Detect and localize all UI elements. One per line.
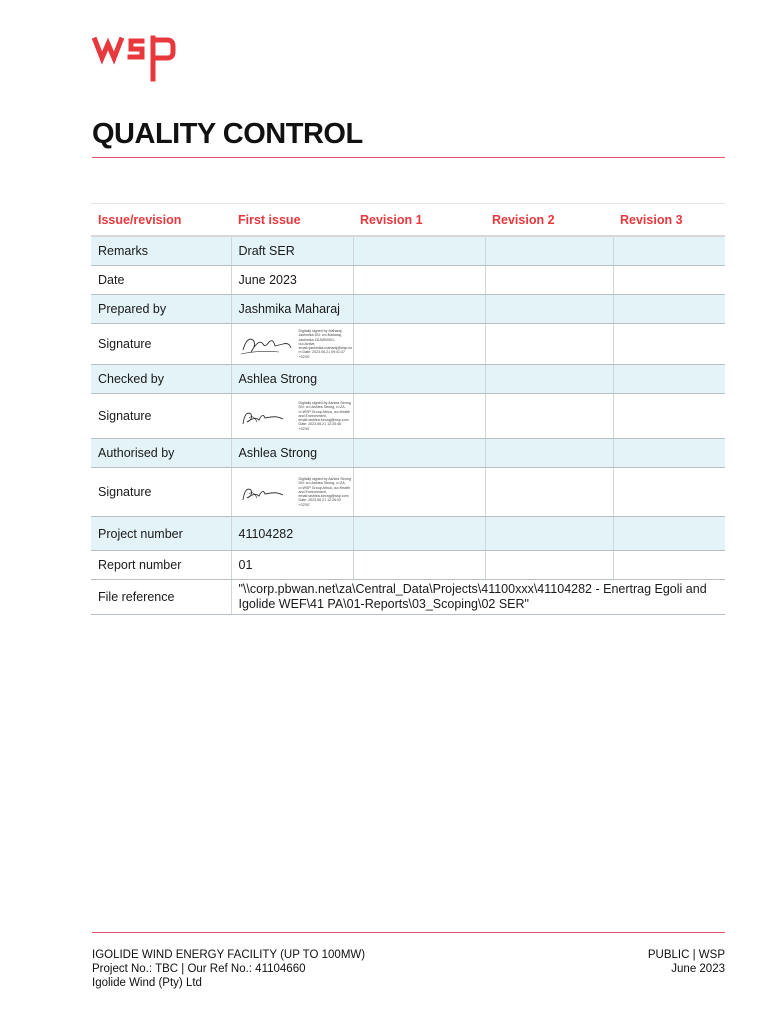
row-label: Signature <box>91 468 231 517</box>
revision-1-cell <box>353 439 485 468</box>
table-row-signature-prepared <box>91 324 725 365</box>
table-row-signature-checked <box>91 394 725 439</box>
header-first-issue: First issue <box>231 204 353 237</box>
table-row-remarks <box>91 236 725 266</box>
footer-date: June 2023 <box>671 963 725 975</box>
row-label: Prepared by <box>91 295 231 324</box>
revision-2-cell <box>485 324 613 365</box>
revision-3-cell <box>613 517 725 551</box>
revision-1-cell <box>353 517 485 551</box>
first-issue-cell: Draft SER <box>231 236 353 266</box>
revision-1-cell <box>353 468 485 517</box>
page-title: QUALITY CONTROL <box>92 118 363 150</box>
table-row-file-reference <box>91 580 725 615</box>
first-issue-cell: 01 <box>231 551 353 580</box>
row-label: Remarks <box>91 236 231 266</box>
revision-2-cell <box>485 468 613 517</box>
revision-2-cell <box>485 365 613 394</box>
header-revision-3: Revision 3 <box>613 204 725 237</box>
table-row-project-number <box>91 517 725 551</box>
revision-2-cell <box>485 394 613 439</box>
revision-1-cell <box>353 551 485 580</box>
header-revision-1: Revision 1 <box>353 204 485 237</box>
revision-2-cell <box>485 236 613 266</box>
footer-client: Igolide Wind (Pty) Ltd <box>92 977 202 989</box>
first-issue-cell: Jashmika Maharaj <box>231 295 353 324</box>
table-row-prepared-by <box>91 295 725 324</box>
revision-3-cell <box>613 439 725 468</box>
title-divider <box>92 157 725 158</box>
footer-project-title: IGOLIDE WIND ENERGY FACILITY (UP TO 100MW) <box>92 949 366 961</box>
quality-control-table <box>91 203 725 615</box>
row-label: Date <box>91 266 231 295</box>
revision-2-cell <box>485 295 613 324</box>
signature-note: Digitally signed by Ashlea Strong DN: cn=Ashlea Strong, c=ZA, o=WSP Group Africa, ou=Health and Environment, email=ashlea.strong@wsp.com Date: 2023.06.21 12:25:46 +02'00' <box>298 401 351 431</box>
revision-3-cell <box>613 295 725 324</box>
revision-3-cell <box>613 468 725 517</box>
table-row-date <box>91 266 725 295</box>
row-label: Project number <box>91 517 231 551</box>
first-issue-cell: June 2023 <box>231 266 353 295</box>
revision-1-cell <box>353 236 485 266</box>
revision-3-cell <box>613 236 725 266</box>
revision-1-cell <box>353 266 485 295</box>
row-label: Report number <box>91 551 231 580</box>
header-revision-2: Revision 2 <box>485 204 613 237</box>
footer-left <box>92 948 365 990</box>
signature-cell <box>231 394 353 439</box>
revision-2-cell <box>485 439 613 468</box>
footer-right <box>648 948 725 976</box>
revision-2-cell <box>485 517 613 551</box>
footer-project-ref: Project No.: TBC | Our Ref No.: 41104660 <box>92 963 306 975</box>
table-row-report-number <box>91 551 725 580</box>
row-label: Signature <box>91 324 231 365</box>
row-label: File reference <box>91 580 231 615</box>
first-issue-cell: Ashlea Strong <box>231 365 353 394</box>
row-label: Checked by <box>91 365 231 394</box>
signature-cell <box>231 468 353 517</box>
row-label: Authorised by <box>91 439 231 468</box>
revision-1-cell <box>353 295 485 324</box>
signature-note: Digitally signed by Maharaj, Jashmika DN: cn=Maharaj, Jashmika ZAJM00001, ou=Active, email=jashmika.maharaj@wsp.com Date: 2023.06.21 09:41:37 +02'00' <box>298 329 353 359</box>
table-row-checked-by <box>91 365 725 394</box>
signature-icon <box>239 478 295 506</box>
table-row-authorised-by <box>91 439 725 468</box>
table-header-row <box>91 204 725 237</box>
revision-2-cell <box>485 266 613 295</box>
revision-3-cell <box>613 394 725 439</box>
revision-3-cell <box>613 266 725 295</box>
revision-3-cell <box>613 365 725 394</box>
signature-note: Digitally signed by Ashlea Strong DN: cn=Ashlea Strong, c=ZA, o=WSP Group Africa, ou=Health and Environment, email=ashlea.strong@wsp.com Date: 2023.06.21 12:26:02 +02'00' <box>298 477 351 507</box>
wsp-logo <box>92 34 190 82</box>
revision-1-cell <box>353 394 485 439</box>
table-row-signature-authorised <box>91 468 725 517</box>
revision-1-cell <box>353 365 485 394</box>
first-issue-cell: 41104282 <box>231 517 353 551</box>
footer-divider <box>92 932 725 933</box>
row-label: Signature <box>91 394 231 439</box>
revision-1-cell <box>353 324 485 365</box>
header-issue-revision: Issue/revision <box>91 204 231 237</box>
signature-icon <box>239 402 295 430</box>
revision-3-cell <box>613 551 725 580</box>
revision-3-cell <box>613 324 725 365</box>
signature-cell <box>231 324 353 365</box>
footer-classification: PUBLIC | WSP <box>647 949 725 961</box>
signature-icon <box>239 330 295 358</box>
file-reference-value: "\\corp.pbwan.net\za\Central_Data\Projects\41100xxx\41104282 - Enertrag Egoli and Igolide WEF\41 PA\01-Reports\03_Scoping\02 SER" <box>231 580 725 615</box>
first-issue-cell: Ashlea Strong <box>231 439 353 468</box>
revision-2-cell <box>485 551 613 580</box>
